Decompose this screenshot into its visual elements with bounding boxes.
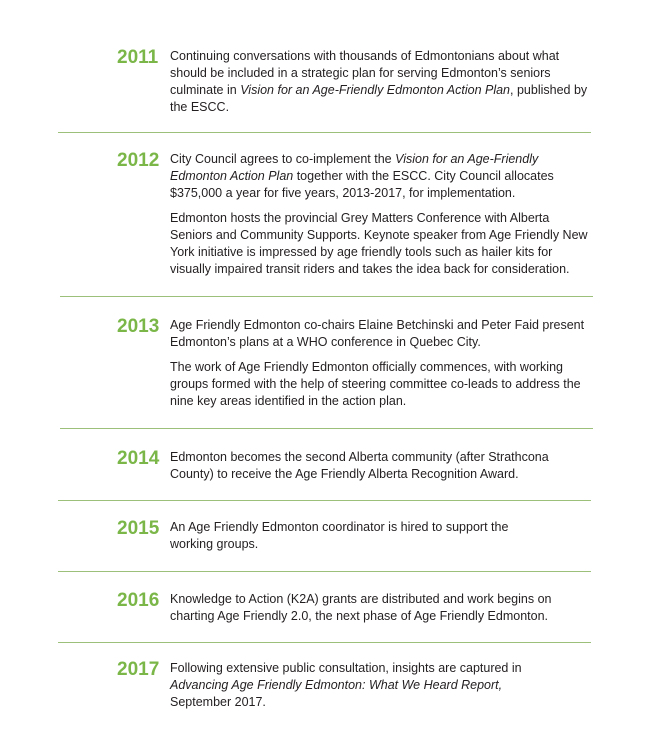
entry-paragraph bbox=[170, 519, 540, 553]
entry-paragraph bbox=[170, 591, 595, 625]
entry-year: 2013 bbox=[117, 316, 160, 337]
entry-year: 2016 bbox=[117, 590, 160, 611]
text-run: The work of Age Friendly Edmonton officially commences, with working groups formed with the help of steering committee co-leads to address the nine key areas identified in the action plan. bbox=[170, 360, 581, 408]
entry-paragraph bbox=[170, 151, 595, 202]
entry-text bbox=[170, 660, 560, 719]
entry-year: 2015 bbox=[117, 518, 160, 539]
text-run: An Age Friendly Edmonton coordinator is hired to support the working groups. bbox=[170, 520, 509, 551]
divider bbox=[58, 571, 591, 572]
entry-text bbox=[170, 519, 540, 561]
entry-paragraph bbox=[170, 317, 595, 351]
entry-text bbox=[170, 48, 595, 124]
document-title: Advancing Age Friendly Edmonton: What We Heard Report, bbox=[170, 678, 503, 692]
entry-paragraph bbox=[170, 48, 595, 116]
entry-paragraph bbox=[170, 210, 595, 278]
divider bbox=[60, 428, 593, 429]
text-run: together with the ESCC. City Council allocates $375,000 a year for five years, 2013-2017, for implementation. bbox=[170, 169, 554, 200]
entry-year: 2017 bbox=[117, 659, 160, 680]
entry-paragraph bbox=[170, 449, 595, 483]
entry-text bbox=[170, 591, 595, 633]
text-run: Edmonton becomes the second Alberta community (after Strathcona County) to receive the Age Friendly Alberta Recognition Award. bbox=[170, 450, 549, 481]
divider bbox=[58, 642, 591, 643]
text-run: Following extensive public consultation, insights are captured in bbox=[170, 661, 522, 675]
entry-text bbox=[170, 151, 595, 286]
text-run: September 2017. bbox=[170, 695, 266, 709]
text-run: City Council agrees to co-implement the bbox=[170, 152, 396, 166]
entry-year: 2012 bbox=[117, 150, 160, 171]
text-run: Edmonton hosts the provincial Grey Matters Conference with Alberta Seniors and Community Supports. Keynote speaker from Age Friendly New York initiative is impressed by age friendly tools such as hailer kits for visually impaired transit riders and takes the idea back for consideration. bbox=[170, 211, 588, 276]
text-run: Knowledge to Action (K2A) grants are distributed and work begins on charting Age Friendly 2.0, the next phase of Age Friendly Edmonton. bbox=[170, 592, 552, 623]
divider bbox=[60, 296, 593, 297]
text-run: Age Friendly Edmonton co-chairs Elaine Betchinski and Peter Faid present Edmonton’s plans at a WHO conference in Quebec City. bbox=[170, 318, 585, 349]
entry-paragraph bbox=[170, 660, 560, 711]
entry-paragraph bbox=[170, 359, 595, 410]
document-title: Vision for an Age-Friendly Edmonton Action Plan bbox=[170, 152, 539, 183]
text-run: Continuing conversations with thousands of Edmontonians about what should be included in a strategic plan for serving Edmonton’s seniors culminate in bbox=[170, 49, 560, 97]
divider bbox=[58, 500, 591, 501]
entry-text bbox=[170, 449, 595, 491]
divider bbox=[58, 132, 591, 133]
text-run: , published by the ESCC. bbox=[170, 83, 588, 114]
entry-year: 2014 bbox=[117, 448, 160, 469]
document-title: Vision for an Age-Friendly Edmonton Action Plan bbox=[240, 83, 511, 97]
entry-text bbox=[170, 317, 595, 418]
entry-year: 2011 bbox=[117, 47, 159, 68]
